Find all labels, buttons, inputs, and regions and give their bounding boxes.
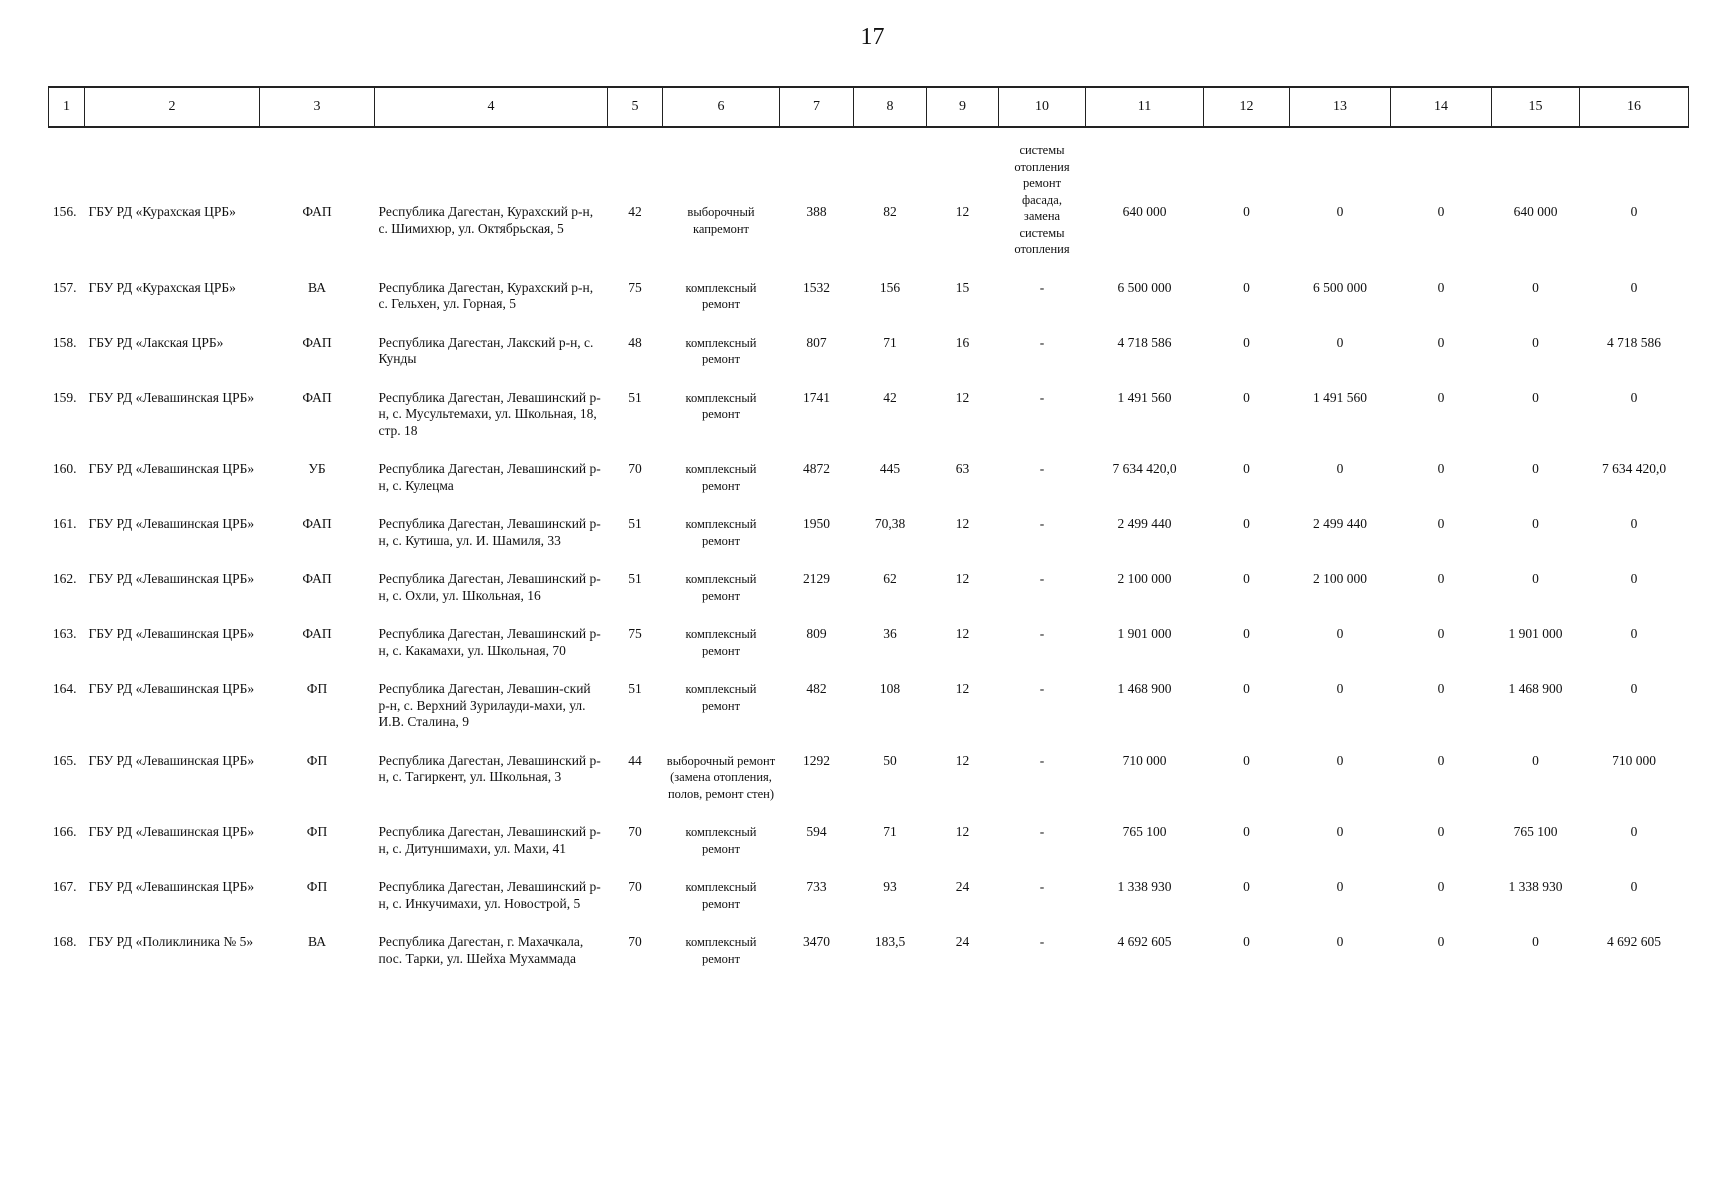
cell-16: 0 bbox=[1630, 279, 1638, 295]
cell-16: 710 000 bbox=[1612, 752, 1656, 768]
cell-5: 51 bbox=[628, 389, 642, 405]
cell-7: 807 bbox=[806, 334, 827, 350]
cell-16: 0 bbox=[1630, 879, 1638, 894]
cell-9: 12 bbox=[955, 516, 970, 531]
table-row bbox=[49, 327, 1689, 382]
cell-14: 0 bbox=[1437, 516, 1445, 531]
organization-cell: ГБУ РД «Левашинская ЦРБ» bbox=[88, 824, 255, 839]
cell-9: 12 bbox=[955, 824, 970, 839]
cell-16: 0 bbox=[1630, 516, 1638, 531]
cell-8: 108 bbox=[879, 681, 901, 696]
header-cell: 8 bbox=[854, 87, 927, 127]
row-number: 161. bbox=[52, 516, 77, 531]
header-cell: 6 bbox=[663, 87, 780, 127]
table-header bbox=[49, 87, 1689, 127]
cell-14: 0 bbox=[1437, 626, 1445, 641]
cell-10: - bbox=[1039, 279, 1045, 295]
row-number: 156. bbox=[52, 204, 77, 219]
cell-8: 42 bbox=[883, 389, 897, 405]
cell-15: 0 bbox=[1532, 934, 1539, 949]
page-number: 17 bbox=[860, 24, 885, 50]
cell-14: 0 bbox=[1437, 934, 1445, 949]
cell-12: 0 bbox=[1243, 934, 1250, 949]
cell-16: 0 bbox=[1630, 571, 1638, 586]
cell-5: 48 bbox=[628, 334, 642, 350]
cell-9: 24 bbox=[955, 879, 970, 894]
cell-8: 71 bbox=[883, 824, 897, 839]
organization-cell: ГБУ РД «Левашинская ЦРБ» bbox=[88, 571, 255, 586]
cell-13: 0 bbox=[1336, 334, 1344, 350]
row-number: 165. bbox=[52, 752, 77, 768]
cell-9: 12 bbox=[955, 626, 970, 641]
table-row bbox=[49, 618, 1689, 673]
cell-15: 1 901 000 bbox=[1508, 626, 1563, 641]
cell-16: 7 634 420,0 bbox=[1601, 461, 1667, 476]
header-cell: 12 bbox=[1204, 87, 1290, 127]
cell-12: 0 bbox=[1243, 516, 1250, 531]
work-type-cell: комплексный ремонт bbox=[685, 517, 757, 548]
row-number: 163. bbox=[52, 626, 77, 641]
address-cell: Республика Дагестан, Левашинский р-н, с. Охли, ул. Школьная, 16 bbox=[378, 571, 601, 603]
cell-10: - bbox=[1039, 389, 1045, 405]
work-type-cell: комплексный ремонт bbox=[685, 880, 757, 911]
cell-5: 42 bbox=[628, 204, 642, 219]
facility-type-cell: ВА bbox=[308, 934, 326, 949]
cell-9: 63 bbox=[955, 461, 970, 476]
cell-14: 0 bbox=[1437, 824, 1445, 839]
organization-cell: ГБУ РД «Левашинская ЦРБ» bbox=[88, 461, 255, 476]
address-cell: Республика Дагестан, Левашин-ский р-н, с. Верхний Зурилауди-махи, ул. И.В. Сталина, 9 bbox=[378, 681, 591, 729]
cell-16: 0 bbox=[1630, 626, 1638, 641]
address-cell: Республика Дагестан, Левашинский р-н, с. Кулецма bbox=[378, 461, 601, 493]
table-row bbox=[49, 563, 1689, 618]
address-cell: Республика Дагестан, Левашинский р-н, с. Дитуншимахи, ул. Махи, 41 bbox=[378, 824, 601, 856]
cell-9: 12 bbox=[955, 389, 970, 405]
cell-8: 50 bbox=[883, 752, 897, 768]
cell-10: - bbox=[1039, 626, 1045, 641]
cell-14: 0 bbox=[1437, 279, 1445, 295]
cell-13: 1 491 560 bbox=[1313, 389, 1367, 405]
header-cell: 2 bbox=[85, 87, 260, 127]
facility-type-cell: УБ bbox=[308, 461, 326, 476]
cell-7: 1292 bbox=[803, 752, 830, 768]
table-row bbox=[49, 382, 1689, 454]
cell-12: 0 bbox=[1243, 334, 1250, 350]
work-type-cell: комплексный ремонт bbox=[685, 572, 757, 603]
cell-13: 0 bbox=[1336, 934, 1344, 949]
cell-10: - bbox=[1039, 879, 1045, 894]
cell-9: 12 bbox=[955, 681, 970, 696]
cell-14: 0 bbox=[1437, 571, 1445, 586]
cell-12: 0 bbox=[1243, 752, 1250, 768]
cell-14: 0 bbox=[1437, 752, 1445, 768]
row-number: 166. bbox=[52, 824, 77, 839]
organization-cell: ГБУ РД «Левашинская ЦРБ» bbox=[88, 752, 255, 768]
cell-15: 765 100 bbox=[1513, 824, 1558, 839]
cell-8: 70,38 bbox=[874, 516, 906, 531]
cell-15: 0 bbox=[1532, 334, 1539, 350]
cell-13: 0 bbox=[1336, 626, 1344, 641]
address-cell: Республика Дагестан, Левашинский р-н, с. Тагиркент, ул. Школьная, 3 bbox=[378, 752, 601, 784]
work-type-cell: выборочный ремонт (замена отопления, полов, ремонт стен) bbox=[666, 753, 776, 801]
cell-10: - bbox=[1039, 934, 1045, 949]
facility-type-cell: ФАП bbox=[302, 334, 332, 350]
cell-12: 0 bbox=[1243, 461, 1250, 476]
address-cell: Республика Дагестан, Курахский р-н, с. Гельхен, ул. Горная, 5 bbox=[378, 279, 594, 311]
facility-type-cell: ФП bbox=[306, 752, 328, 768]
table-row bbox=[49, 816, 1689, 871]
cell-11: 2 499 440 bbox=[1117, 516, 1172, 531]
organization-cell: ГБУ РД «Левашинская ЦРБ» bbox=[88, 879, 255, 894]
cell-9: 24 bbox=[955, 934, 970, 949]
cell-13: 0 bbox=[1336, 824, 1344, 839]
cell-7: 482 bbox=[806, 681, 827, 696]
facility-type-cell: ФАП bbox=[302, 204, 332, 219]
cell-13: 2 100 000 bbox=[1313, 571, 1367, 586]
cell-7: 2129 bbox=[803, 571, 830, 586]
cell-10: - bbox=[1039, 461, 1045, 476]
address-cell: Республика Дагестан, Левашинский р-н, с. Какамахи, ул. Школьная, 70 bbox=[378, 626, 601, 658]
address-cell: Республика Дагестан, Левашинский р-н, с. Инкучимахи, ул. Новострой, 5 bbox=[378, 879, 601, 911]
cell-5: 70 bbox=[628, 934, 642, 949]
organization-cell: ГБУ РД «Левашинская ЦРБ» bbox=[88, 389, 255, 405]
cell-5: 70 bbox=[628, 461, 642, 476]
organization-cell: ГБУ РД «Левашинская ЦРБ» bbox=[88, 681, 255, 696]
organization-cell: ГБУ РД «Лакская ЦРБ» bbox=[88, 334, 224, 350]
cell-16: 0 bbox=[1630, 204, 1638, 219]
row-number: 164. bbox=[52, 681, 77, 696]
cell-12: 0 bbox=[1243, 879, 1250, 894]
cell-16: 4 692 605 bbox=[1607, 934, 1661, 949]
cell-13: 0 bbox=[1336, 752, 1344, 768]
cell-8: 71 bbox=[883, 334, 897, 350]
cell-11: 1 901 000 bbox=[1117, 626, 1172, 641]
work-type-cell: выборочный капремонт bbox=[687, 205, 755, 236]
cell-14: 0 bbox=[1437, 681, 1445, 696]
cell-12: 0 bbox=[1243, 571, 1250, 586]
organization-cell: ГБУ РД «Курахская ЦРБ» bbox=[88, 204, 236, 219]
cell-10: - bbox=[1039, 334, 1045, 350]
cell-8: 93 bbox=[883, 879, 897, 894]
work-type-cell: комплексный ремонт bbox=[685, 390, 757, 421]
cell-12: 0 bbox=[1243, 824, 1250, 839]
facility-type-cell: ФАП bbox=[302, 626, 332, 641]
cell-9: 16 bbox=[955, 334, 970, 350]
cell-10: системы отопления ремонт фасада, замена системы отопления bbox=[1014, 143, 1070, 256]
work-type-cell: комплексный ремонт bbox=[685, 627, 757, 658]
cell-7: 1950 bbox=[803, 516, 830, 531]
header-cell: 14 bbox=[1391, 87, 1492, 127]
row-number: 157. bbox=[52, 279, 77, 295]
table-row bbox=[49, 926, 1689, 981]
facility-type-cell: ФП bbox=[306, 879, 328, 894]
cell-10: - bbox=[1039, 824, 1045, 839]
cell-7: 388 bbox=[806, 204, 827, 219]
work-type-cell: комплексный ремонт bbox=[685, 462, 757, 493]
cell-9: 12 bbox=[955, 204, 970, 219]
cell-7: 3470 bbox=[803, 934, 830, 949]
address-cell: Республика Дагестан, Левашинский р-н, с. Мусультемахи, ул. Школьная, 18, стр. 18 bbox=[378, 389, 601, 438]
cell-7: 1532 bbox=[803, 279, 830, 295]
cell-5: 51 bbox=[628, 516, 642, 531]
cell-14: 0 bbox=[1437, 879, 1445, 894]
cell-12: 0 bbox=[1243, 681, 1250, 696]
header-row bbox=[49, 87, 1689, 127]
header-cell: 1 bbox=[49, 87, 85, 127]
cell-14: 0 bbox=[1437, 204, 1445, 219]
row-number: 167. bbox=[52, 879, 77, 894]
cell-16: 0 bbox=[1630, 389, 1638, 405]
organization-cell: ГБУ РД «Левашинская ЦРБ» bbox=[88, 626, 255, 641]
cell-5: 51 bbox=[628, 681, 642, 696]
cell-13: 0 bbox=[1336, 204, 1344, 219]
organization-cell: ГБУ РД «Курахская ЦРБ» bbox=[88, 279, 236, 295]
address-cell: Республика Дагестан, г. Махачкала, пос. Тарки, ул. Шейха Мухаммада bbox=[378, 934, 584, 966]
cell-14: 0 bbox=[1437, 389, 1445, 405]
cell-13: 2 499 440 bbox=[1313, 516, 1367, 531]
facility-type-cell: ФП bbox=[306, 824, 328, 839]
work-type-cell: комплексный ремонт bbox=[685, 935, 757, 966]
cell-10: - bbox=[1039, 571, 1045, 586]
table-body bbox=[49, 127, 1689, 981]
row-number: 168. bbox=[52, 934, 77, 949]
header-cell: 11 bbox=[1086, 87, 1204, 127]
cell-15: 0 bbox=[1532, 571, 1539, 586]
header-cell: 16 bbox=[1580, 87, 1689, 127]
cell-11: 765 100 bbox=[1122, 824, 1167, 839]
cell-7: 733 bbox=[806, 879, 827, 894]
table-row bbox=[49, 508, 1689, 563]
facility-type-cell: ВА bbox=[308, 279, 326, 295]
work-type-cell: комплексный ремонт bbox=[685, 682, 757, 713]
cell-5: 51 bbox=[628, 571, 642, 586]
cell-15: 0 bbox=[1532, 752, 1539, 768]
cell-8: 62 bbox=[883, 571, 897, 586]
cell-10: - bbox=[1039, 516, 1045, 531]
cell-7: 4872 bbox=[803, 461, 830, 476]
header-cell: 4 bbox=[375, 87, 608, 127]
facility-type-cell: ФП bbox=[306, 681, 328, 696]
cell-14: 0 bbox=[1437, 334, 1445, 350]
cell-12: 0 bbox=[1243, 626, 1250, 641]
cell-13: 0 bbox=[1336, 681, 1344, 696]
cell-8: 36 bbox=[883, 626, 897, 641]
cell-11: 4 718 586 bbox=[1117, 334, 1172, 350]
header-cell: 10 bbox=[999, 87, 1086, 127]
cell-11: 2 100 000 bbox=[1117, 571, 1172, 586]
cell-8: 82 bbox=[883, 204, 897, 219]
cell-5: 70 bbox=[628, 824, 642, 839]
cell-11: 7 634 420,0 bbox=[1112, 461, 1177, 476]
table-row bbox=[49, 745, 1689, 817]
cell-7: 809 bbox=[806, 626, 827, 641]
cell-11: 6 500 000 bbox=[1117, 279, 1172, 295]
cell-16: 0 bbox=[1630, 824, 1638, 839]
cell-10: - bbox=[1039, 752, 1045, 768]
header-cell: 5 bbox=[608, 87, 663, 127]
cell-8: 183,5 bbox=[874, 934, 906, 949]
cell-7: 1741 bbox=[803, 389, 830, 405]
cell-9: 15 bbox=[955, 279, 970, 295]
cell-15: 0 bbox=[1532, 516, 1539, 531]
row-number: 162. bbox=[52, 571, 77, 586]
header-cell: 13 bbox=[1290, 87, 1391, 127]
facility-type-cell: ФАП bbox=[302, 389, 332, 405]
cell-15: 1 338 930 bbox=[1508, 879, 1563, 894]
cell-15: 0 bbox=[1532, 279, 1539, 295]
work-type-cell: комплексный ремонт bbox=[685, 825, 757, 856]
table-row bbox=[49, 871, 1689, 926]
cell-11: 1 468 900 bbox=[1117, 681, 1172, 696]
cell-14: 0 bbox=[1437, 461, 1445, 476]
facility-type-cell: ФАП bbox=[302, 516, 332, 531]
header-cell: 9 bbox=[927, 87, 999, 127]
row-number: 159. bbox=[52, 389, 77, 405]
cell-10: - bbox=[1039, 681, 1045, 696]
row-number: 158. bbox=[52, 334, 77, 350]
cell-11: 4 692 605 bbox=[1117, 934, 1172, 949]
cell-12: 0 bbox=[1243, 279, 1250, 295]
cell-8: 156 bbox=[879, 279, 901, 295]
cell-16: 4 718 586 bbox=[1607, 334, 1661, 350]
organization-cell: ГБУ РД «Левашинская ЦРБ» bbox=[88, 516, 255, 531]
table-row bbox=[49, 673, 1689, 745]
table-row bbox=[49, 453, 1689, 508]
cell-15: 640 000 bbox=[1513, 204, 1558, 219]
cell-11: 640 000 bbox=[1122, 204, 1167, 219]
work-type-cell: комплексный ремонт bbox=[685, 335, 757, 366]
cell-8: 445 bbox=[879, 461, 901, 476]
cell-5: 75 bbox=[628, 279, 642, 295]
cell-12: 0 bbox=[1243, 204, 1250, 219]
cell-11: 1 338 930 bbox=[1117, 879, 1172, 894]
header-cell: 3 bbox=[260, 87, 375, 127]
row-number: 160. bbox=[52, 461, 77, 476]
table-row bbox=[49, 272, 1689, 327]
cell-13: 6 500 000 bbox=[1313, 279, 1367, 295]
cell-12: 0 bbox=[1243, 389, 1250, 405]
cell-15: 0 bbox=[1532, 461, 1539, 476]
cell-11: 710 000 bbox=[1122, 752, 1167, 768]
organization-cell: ГБУ РД «Поликлиника № 5» bbox=[88, 934, 254, 949]
cell-5: 44 bbox=[628, 752, 642, 768]
table-row bbox=[49, 142, 1689, 272]
header-cell: 7 bbox=[780, 87, 854, 127]
cell-15: 0 bbox=[1532, 389, 1539, 405]
cell-13: 0 bbox=[1336, 879, 1344, 894]
cell-15: 1 468 900 bbox=[1508, 681, 1563, 696]
cell-13: 0 bbox=[1336, 461, 1344, 476]
address-cell: Республика Дагестан, Левашинский р-н, с. Кутиша, ул. И. Шамиля, 33 bbox=[378, 516, 601, 548]
cell-11: 1 491 560 bbox=[1117, 389, 1172, 405]
address-cell: Республика Дагестан, Курахский р-н, с. Шимихюр, ул. Октябрьская, 5 bbox=[378, 204, 594, 236]
cell-7: 594 bbox=[806, 824, 827, 839]
facility-type-cell: ФАП bbox=[302, 571, 332, 586]
cell-9: 12 bbox=[955, 571, 970, 586]
cell-16: 0 bbox=[1630, 681, 1638, 696]
work-type-cell: комплексный ремонт bbox=[685, 280, 757, 311]
repair-schedule-table bbox=[48, 86, 1689, 981]
cell-5: 70 bbox=[628, 879, 642, 894]
cell-5: 75 bbox=[628, 626, 642, 641]
header-cell: 15 bbox=[1492, 87, 1580, 127]
cell-9: 12 bbox=[955, 752, 970, 768]
address-cell: Республика Дагестан, Лакский р-н, с. Кунды bbox=[378, 334, 594, 366]
